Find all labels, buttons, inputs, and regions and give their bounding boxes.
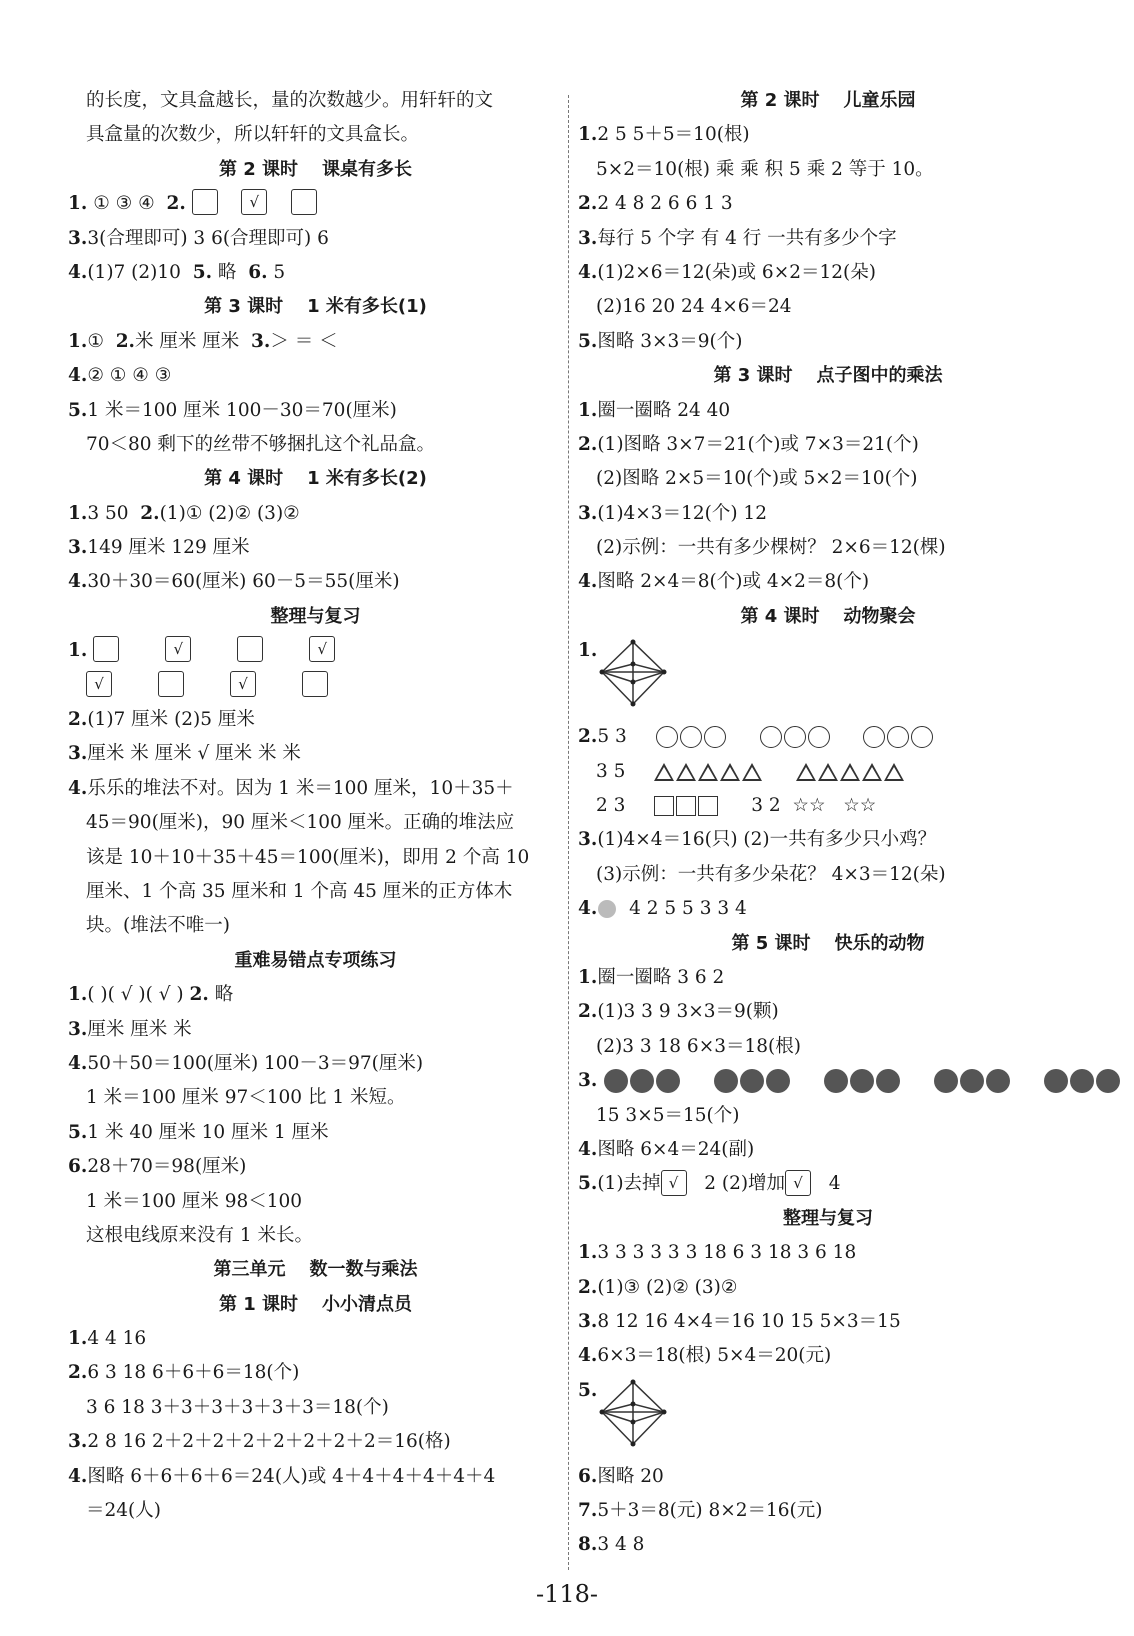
answer-line: 1.2 5 5＋5＝10(根) xyxy=(578,124,750,146)
answer-line: 3.2 8 16 2＋2＋2＋2＋2＋2＋2＋2＝16(格) xyxy=(68,1431,451,1453)
section-heading: 第 2 课时 课桌有多长 xyxy=(218,158,413,180)
answer-line: (3)示例：一共有多少朵花？ 4×3＝12(朵) xyxy=(596,863,946,885)
carry-line: 具盒量的次数少，所以轩轩的文具盒长。 xyxy=(86,124,420,146)
answer-line: 厘米、1 个高 35 厘米和 1 个高 45 厘米的正方体木 xyxy=(86,880,513,902)
checkbox-checked: √ xyxy=(230,671,256,697)
answer-line: 4. 4 2 5 5 3 3 4 xyxy=(578,898,747,920)
answer-line: 1.圈一圈略 24 40 xyxy=(578,399,731,421)
answer-line: 7.5＋3＝8(元) 8×2＝16(元) xyxy=(578,1500,823,1522)
carry-line: 的长度，文具盒越长，量的次数越少。用轩轩的文 xyxy=(86,90,494,111)
answer-line: 4.50＋50＝100(厘米) 100－3＝97(厘米) xyxy=(68,1052,424,1074)
section-heading: 重难易错点专项练习 xyxy=(234,949,397,971)
answer-line: 2.(1)3 3 9 3×3＝9(颗) xyxy=(578,1001,779,1023)
section-heading: 第 3 课时 点子图中的乘法 xyxy=(713,365,943,387)
answer-line: 4.30＋30＝60(厘米) 60－5＝55(厘米) xyxy=(68,571,400,593)
dot-group xyxy=(933,1064,1011,1098)
answer-line: 3.厘米 米 厘米 √ 厘米 米 米 xyxy=(68,743,301,765)
answer-line: 5. (1)去掉 √ 2 (2)增加 √ 4 xyxy=(578,1167,1078,1201)
dot-group xyxy=(1043,1064,1121,1098)
line-diagram-icon xyxy=(598,638,668,708)
triangle-group xyxy=(795,755,905,789)
answer-line: 15 3×5＝15(个) xyxy=(596,1104,740,1126)
column-divider xyxy=(568,95,569,1570)
answer-line: 2 3 3 2 ☆☆ ☆☆ xyxy=(578,789,1078,823)
answer-line: 5. xyxy=(578,1374,1078,1460)
answer-line: (2)图略 2×5＝10(个)或 5×2＝10(个) xyxy=(596,468,918,490)
answer-line: 1.圈一圈略 3 6 2 xyxy=(578,966,725,988)
answer-line: 5.1 米＝100 厘米 100－30＝70(厘米) xyxy=(68,399,397,421)
answer-line: (2)3 3 18 6×3＝18(根) xyxy=(596,1035,801,1057)
answer-line: 4.乐乐的堆法不对。因为 1 米＝100 厘米，10＋35＋ xyxy=(68,777,514,799)
answer-line: 5.图略 3×3＝9(个) xyxy=(578,330,743,352)
circle-group xyxy=(759,720,831,754)
answer-line: ＝24(人) xyxy=(86,1500,161,1522)
gray-dot-icon xyxy=(598,900,616,918)
checkbox-checked: √ xyxy=(165,636,191,662)
section-heading: 第 3 课时 1 米有多长(1) xyxy=(204,296,427,318)
answer-line: 3 6 18 3＋3＋3＋3＋3＋3＝18(个) xyxy=(86,1396,389,1418)
answer-line: 3.每行 5 个字 有 4 行 一共有多少个字 xyxy=(578,227,897,249)
answer-line: 4.(1)7 (2)10 5. 略 6. 5 xyxy=(68,261,286,283)
dot-group xyxy=(603,1064,681,1098)
answer-line: 1. ① ③ ④ 2. √ xyxy=(68,187,563,221)
answer-line: 4.图略 6×4＝24(副) xyxy=(578,1138,755,1160)
checkbox-checked: √ xyxy=(661,1170,687,1196)
answer-line: 2.(1)③ (2)② (3)② xyxy=(578,1276,738,1298)
checkbox-checked: √ xyxy=(86,671,112,697)
square-group xyxy=(653,789,719,823)
right-column xyxy=(578,84,1078,1563)
answer-line: 5×2＝10(根) 乘 乘 积 5 乘 2 等于 10。 xyxy=(596,158,934,180)
answer-line: 70＜80 剩下的丝带不够捆扎这个礼品盒。 xyxy=(86,433,435,455)
answer-line: 该是 10＋10＋35＋45＝100(厘米)，即用 2 个高 10 xyxy=(86,846,530,868)
checkbox-empty xyxy=(192,189,218,215)
answer-line: 1.① 2.米 厘米 厘米 3.＞ ＝ ＜ xyxy=(68,330,338,352)
checkbox-checked: √ xyxy=(785,1170,811,1196)
star-group: ☆☆ ☆☆ xyxy=(792,795,877,817)
answer-line: 块。(堆法不唯一) xyxy=(86,915,230,937)
answer-line: 3.8 12 16 4×4＝16 10 15 5×3＝15 xyxy=(578,1310,901,1332)
answer-line: 2.2 4 8 2 6 6 1 3 xyxy=(578,193,733,215)
answer-line: 8.3 4 8 xyxy=(578,1534,645,1556)
answer-line: 1 米＝100 厘米 98＜100 xyxy=(86,1190,303,1212)
checkbox-row: 1. √ √ xyxy=(68,634,563,668)
answer-line: 1 米＝100 厘米 97＜100 比 1 米短。 xyxy=(86,1087,406,1109)
left-column xyxy=(68,84,563,1528)
section-heading: 第 4 课时 动物聚会 xyxy=(740,605,916,627)
answer-line: 1.3 3 3 3 3 3 18 6 3 18 3 6 18 xyxy=(578,1242,857,1264)
checkbox-empty xyxy=(302,671,328,697)
checkbox-row xyxy=(68,669,563,703)
answer-line: 2.(1)7 厘米 (2)5 厘米 xyxy=(68,709,255,731)
answer-line: 4.(1)2×6＝12(朵)或 6×2＝12(朵) xyxy=(578,261,876,283)
answer-line: 2.6 3 18 6＋6＋6＝18(个) xyxy=(68,1362,300,1384)
answer-line: 3.3(合理即可) 3 6(合理即可) 6 xyxy=(68,227,329,249)
answer-line: 6.28＋70＝98(厘米) xyxy=(68,1156,247,1178)
checkbox-empty xyxy=(158,671,184,697)
triangle-group xyxy=(653,755,763,789)
answer-line: 4.图略 2×4＝8(个)或 4×2＝8(个) xyxy=(578,571,870,593)
circle-group xyxy=(862,720,934,754)
answer-line: 5.1 米 40 厘米 10 厘米 1 厘米 xyxy=(68,1121,329,1143)
answer-line: 3 5 xyxy=(578,755,1078,789)
checkbox-empty xyxy=(93,636,119,662)
answer-line: 4.图略 6＋6＋6＋6＝24(人)或 4＋4＋4＋4＋4＋4 xyxy=(68,1465,496,1487)
answer-line: 45＝90(厘米)，90 厘米＜100 厘米。正确的堆法应 xyxy=(86,812,515,834)
answer-line: 6.图略 20 xyxy=(578,1465,664,1487)
unit-heading: 第三单元 数一数与乘法 xyxy=(213,1259,418,1281)
answer-line: 1.3 50 2.(1)① (2)② (3)② xyxy=(68,502,300,524)
circle-group xyxy=(655,720,727,754)
answer-line: 1.( )( √ )( √ ) 2. 略 xyxy=(68,984,234,1006)
checkbox-checked: √ xyxy=(309,636,335,662)
checkbox-empty xyxy=(237,636,263,662)
section-heading: 第 1 课时 小小清点员 xyxy=(218,1293,413,1315)
checkbox-empty xyxy=(291,189,317,215)
checkbox-checked: √ xyxy=(241,189,267,215)
answer-line: 3. xyxy=(578,1064,1078,1098)
answer-line: (2)示例：一共有多少棵树？ 2×6＝12(棵) xyxy=(596,537,946,559)
section-heading: 整理与复习 xyxy=(270,605,361,627)
answer-line: 2.5 3 xyxy=(578,720,1078,754)
page-number: -118- xyxy=(535,1580,599,1608)
section-heading: 整理与复习 xyxy=(783,1207,873,1229)
line-diagram-icon xyxy=(598,1378,668,1448)
section-heading: 第 5 课时 快乐的动物 xyxy=(731,932,925,954)
answer-line: 4.② ① ④ ③ xyxy=(68,365,172,387)
answer-line: 1. xyxy=(578,634,1078,720)
answer-line: 3.(1)4×4＝16(只) (2)一共有多少只小鸡？ xyxy=(578,829,937,851)
answer-line: 这根电线原来没有 1 米长。 xyxy=(86,1224,314,1246)
dot-group xyxy=(823,1064,901,1098)
answer-line: 3.厘米 厘米 米 xyxy=(68,1018,192,1040)
answer-line: 4.6×3＝18(根) 5×4＝20(元) xyxy=(578,1345,832,1367)
section-heading: 第 4 课时 1 米有多长(2) xyxy=(204,468,427,490)
dot-group xyxy=(713,1064,791,1098)
answer-line: (2)16 20 24 4×6＝24 xyxy=(596,296,792,318)
answer-line: 1.4 4 16 xyxy=(68,1328,147,1350)
section-heading: 第 2 课时 儿童乐园 xyxy=(740,90,916,111)
answer-line: 3.149 厘米 129 厘米 xyxy=(68,537,250,559)
answer-line: 3.(1)4×3＝12(个) 12 xyxy=(578,502,767,524)
answer-line: 2.(1)图略 3×7＝21(个)或 7×3＝21(个) xyxy=(578,433,919,455)
